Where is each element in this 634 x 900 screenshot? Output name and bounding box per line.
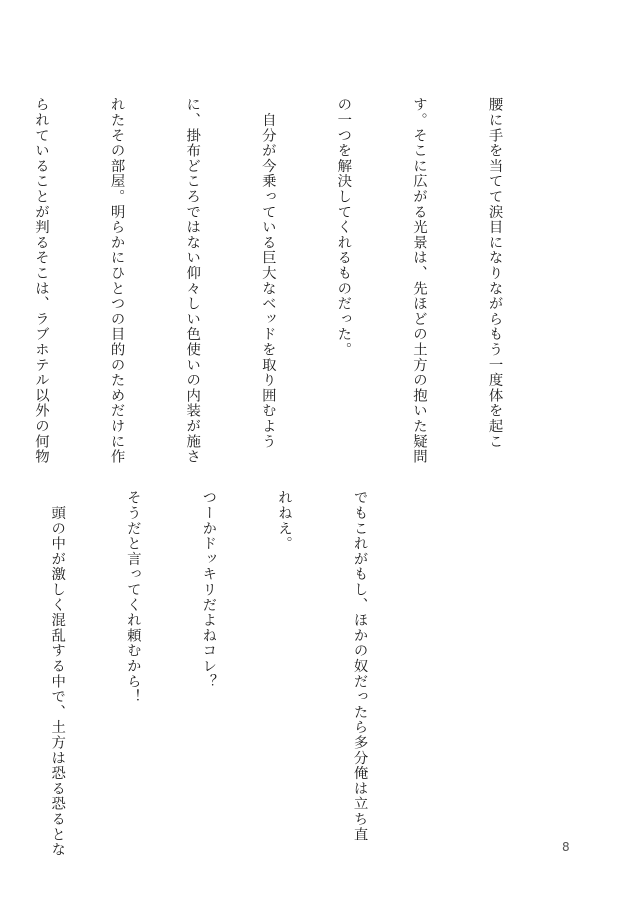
text-line: 腰に手を当てて涙目になりながらもう一度体を起こ [486,97,503,449]
text-line: の一つを解決してくれるものだった。 [335,97,352,358]
text-line: そうだと言ってくれ頼むから！ [124,490,141,705]
text-line: つーかドッキリだよねコレ？ [200,490,217,689]
lower-text-block [0,490,422,858]
text-line: 自分が今乗っている巨大なベッドを取り囲むよう [259,97,276,449]
text-line: す。そこに広がる光景は、先ほどの土方の抱いた疑問 [410,97,427,465]
text-line: に、掛布どころではない仰々しい色使いの内装が施さ [184,97,201,465]
upper-text-block [0,97,557,465]
text-line: でもこれがもし、ほかの奴だったら多分俺は立ち直 [351,490,368,842]
page-number: 8 [562,840,570,854]
text-line: 頭の中が激しく混乱する中で、土方は恐る恐るとな [49,490,66,858]
text-line: れたその部屋。明らかにひとつの目的のためだけに作 [108,97,125,465]
text-line: られていることが判るそこは、ラブホテル以外の何物 [32,97,49,465]
text-line: れねえ。 [275,490,292,552]
